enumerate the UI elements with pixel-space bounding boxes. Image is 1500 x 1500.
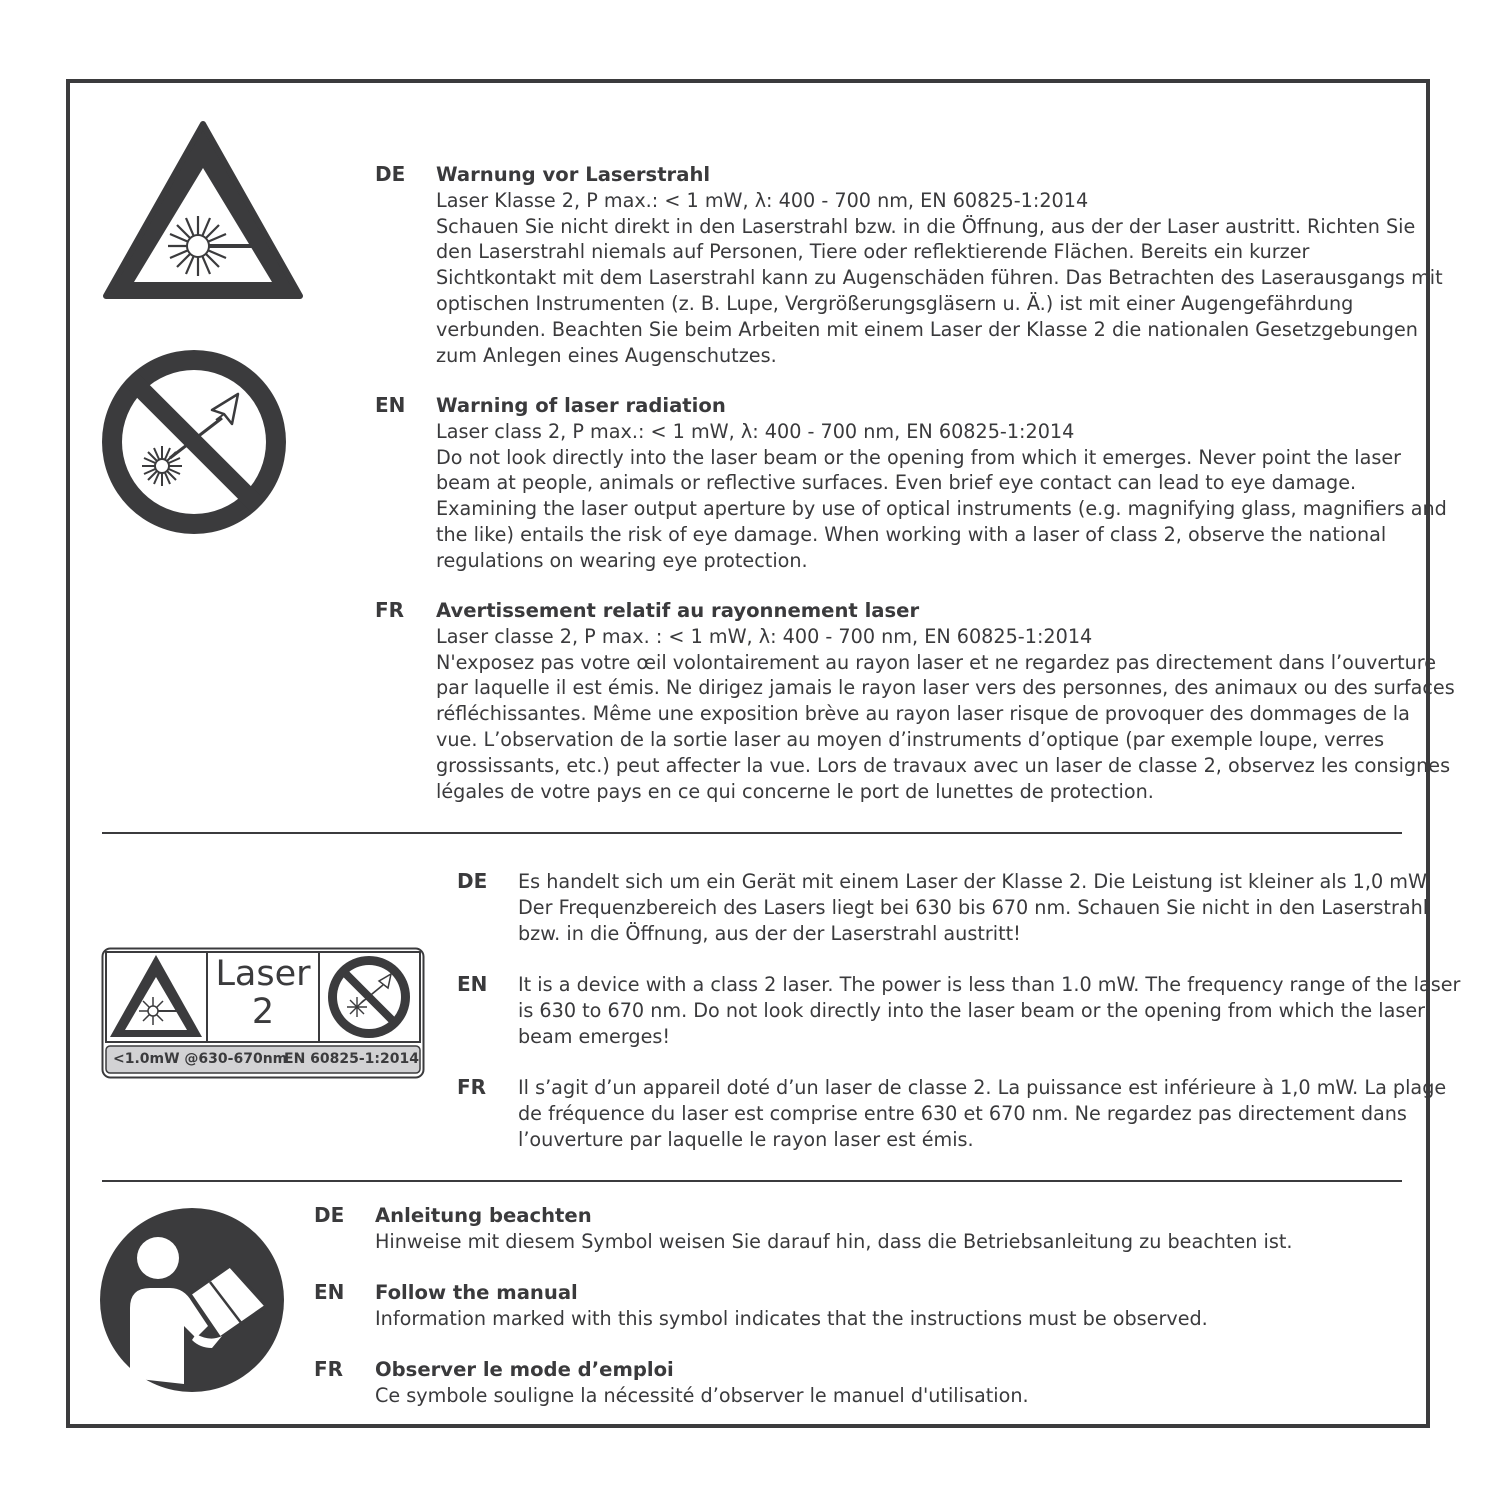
body-line: Hinweise mit diesem Symbol weisen Sie darauf hin, dass die Betriebsanleitung zu beachten ist. — [375, 1229, 1293, 1253]
lang-code-de: DE — [375, 162, 406, 186]
no-looking-into-beam-icon — [100, 348, 288, 536]
lang-code-en: EN — [375, 393, 406, 417]
body-line: de fréquence du laser est comprise entre 630 et 670 nm. Ne regardez pas directement dans — [518, 1101, 1407, 1125]
body-line: Do not look directly into the laser beam or the opening from which it emerges. Never point the laser — [436, 445, 1402, 469]
body-line: par laquelle il est émis. Ne dirigez jamais le rayon laser vers des personnes, des animaux ou des surfaces — [436, 676, 1455, 700]
lang-code-fr: FR — [314, 1357, 344, 1381]
lang-code-en: EN — [314, 1280, 345, 1304]
lang-code-fr: FR — [457, 1075, 487, 1099]
body-line: zum Anlegen eines Augenschutzes. — [436, 343, 777, 367]
section-divider — [102, 832, 1402, 834]
body-line: légales de votre pays en ce qui concerne le port de lunettes de protection. — [436, 779, 1154, 803]
body-line: beam at people, animals or reflective surfaces. Even brief eye contact can lead to eye damage. — [436, 471, 1357, 495]
body-line: Examining the laser output aperture by use of optical instruments (e.g. magnifying glass, magnifiers and — [436, 497, 1447, 521]
body-line: Es handelt sich um ein Gerät mit einem Laser der Klasse 2. Die Leistung ist kleiner als 1,0 mW. — [518, 870, 1431, 893]
section-title: Follow the manual — [375, 1281, 578, 1304]
label-power: <1.0mW @630-670nm — [113, 1051, 288, 1067]
section-title: Anleitung beachten — [375, 1204, 592, 1227]
laser-spec: Laser Klasse 2, P max.: < 1 mW, λ: 400 - 700 nm, EN 60825-1:2014 — [436, 188, 1089, 212]
laser-warning-triangle-icon — [102, 120, 304, 302]
lang-code-fr: FR — [375, 598, 405, 622]
body-line: Ce symbole souligne la nécessité d’observer le manuel d'utilisation. — [375, 1383, 1029, 1407]
body-line: Sichtkontakt mit dem Laserstrahl kann zu Augenschäden führen. Das Betrachten des Laserausgangs mit — [436, 266, 1443, 290]
body-line: den Laserstrahl niemals auf Personen, Tiere oder reflektierende Flächen. Bereits ein kurzer — [436, 240, 1310, 264]
section-title: Observer le mode d’emploi — [375, 1358, 674, 1381]
body-line: grossissants, etc.) peut affecter la vue. Lors de travaux avec un laser de classe 2, observez les consignes — [436, 753, 1451, 777]
body-line: regulations on wearing eye protection. — [436, 548, 808, 572]
body-line: Information marked with this symbol indicates that the instructions must be observed. — [375, 1306, 1208, 1330]
body-line: l’ouverture par laquelle le rayon laser est émis. — [518, 1127, 974, 1151]
body-line: It is a device with a class 2 laser. The power is less than 1.0 mW. The frequency range of the laser — [518, 973, 1461, 996]
body-line: is 630 to 670 nm. Do not look directly into the laser beam or the opening from which the laser — [518, 998, 1426, 1022]
read-manual-icon — [100, 1208, 284, 1392]
lang-code-de: DE — [314, 1203, 345, 1227]
body-line: the like) entails the risk of eye damage. When working with a laser of class 2, observe the national — [436, 522, 1387, 546]
laser-spec: Laser classe 2, P max. : < 1 mW, λ: 400 - 700 nm, EN 60825-1:2014 — [436, 624, 1093, 648]
body-line: beam emerges! — [518, 1024, 671, 1048]
body-line: réfléchissantes. Même une exposition brève au rayon laser risque de provoquer des dommages de la — [436, 702, 1410, 726]
body-line: Il s’agit d’un appareil doté d’un laser de classe 2. La puissance est inférieure à 1,0 mW. La plage — [518, 1076, 1447, 1099]
body-line: verbunden. Beachten Sie beim Arbeiten mit einem Laser der Klasse 2 die nationalen Gesetzgebungen — [436, 317, 1418, 341]
lang-code-de: DE — [457, 869, 488, 893]
label-class-number: 2 — [251, 992, 275, 1032]
lang-code-en: EN — [457, 972, 488, 996]
label-laser-word: Laser — [215, 954, 311, 994]
body-line: Der Frequenzbereich des Lasers liegt bei 630 bis 670 nm. Schauen Sie nicht in den Laserstrahl — [518, 895, 1429, 919]
section-title: Avertissement relatif au rayonnement laser — [436, 599, 920, 622]
laser-spec: Laser class 2, P max.: < 1 mW, λ: 400 - 700 nm, EN 60825-1:2014 — [436, 419, 1075, 443]
laser-class-2-label — [101, 947, 425, 1079]
body-line: bzw. in die Öffnung, aus der der Laserstrahl austritt! — [518, 921, 1021, 945]
body-line: Schauen Sie nicht direkt in den Laserstrahl bzw. in die Öffnung, aus der der Laser austritt. Richten Sie — [436, 214, 1416, 238]
section-title: Warnung vor Laserstrahl — [436, 163, 711, 186]
body-line: N'exposez pas votre œil volontairement au rayon laser et ne regardez pas directement dans l’ouverture — [436, 650, 1437, 674]
body-line: optischen Instrumenten (z. B. Lupe, Vergrößerungsgläsern u. Ä.) ist mit einer Augengefährdung — [436, 291, 1354, 315]
section-title: Warning of laser radiation — [436, 394, 726, 417]
label-standard: EN 60825-1:2014 — [284, 1051, 419, 1067]
body-line: vue. L’observation de la sortie laser au moyen d’instruments d’optique (par exemple loupe, verres — [436, 727, 1385, 751]
section-divider — [102, 1180, 1402, 1182]
